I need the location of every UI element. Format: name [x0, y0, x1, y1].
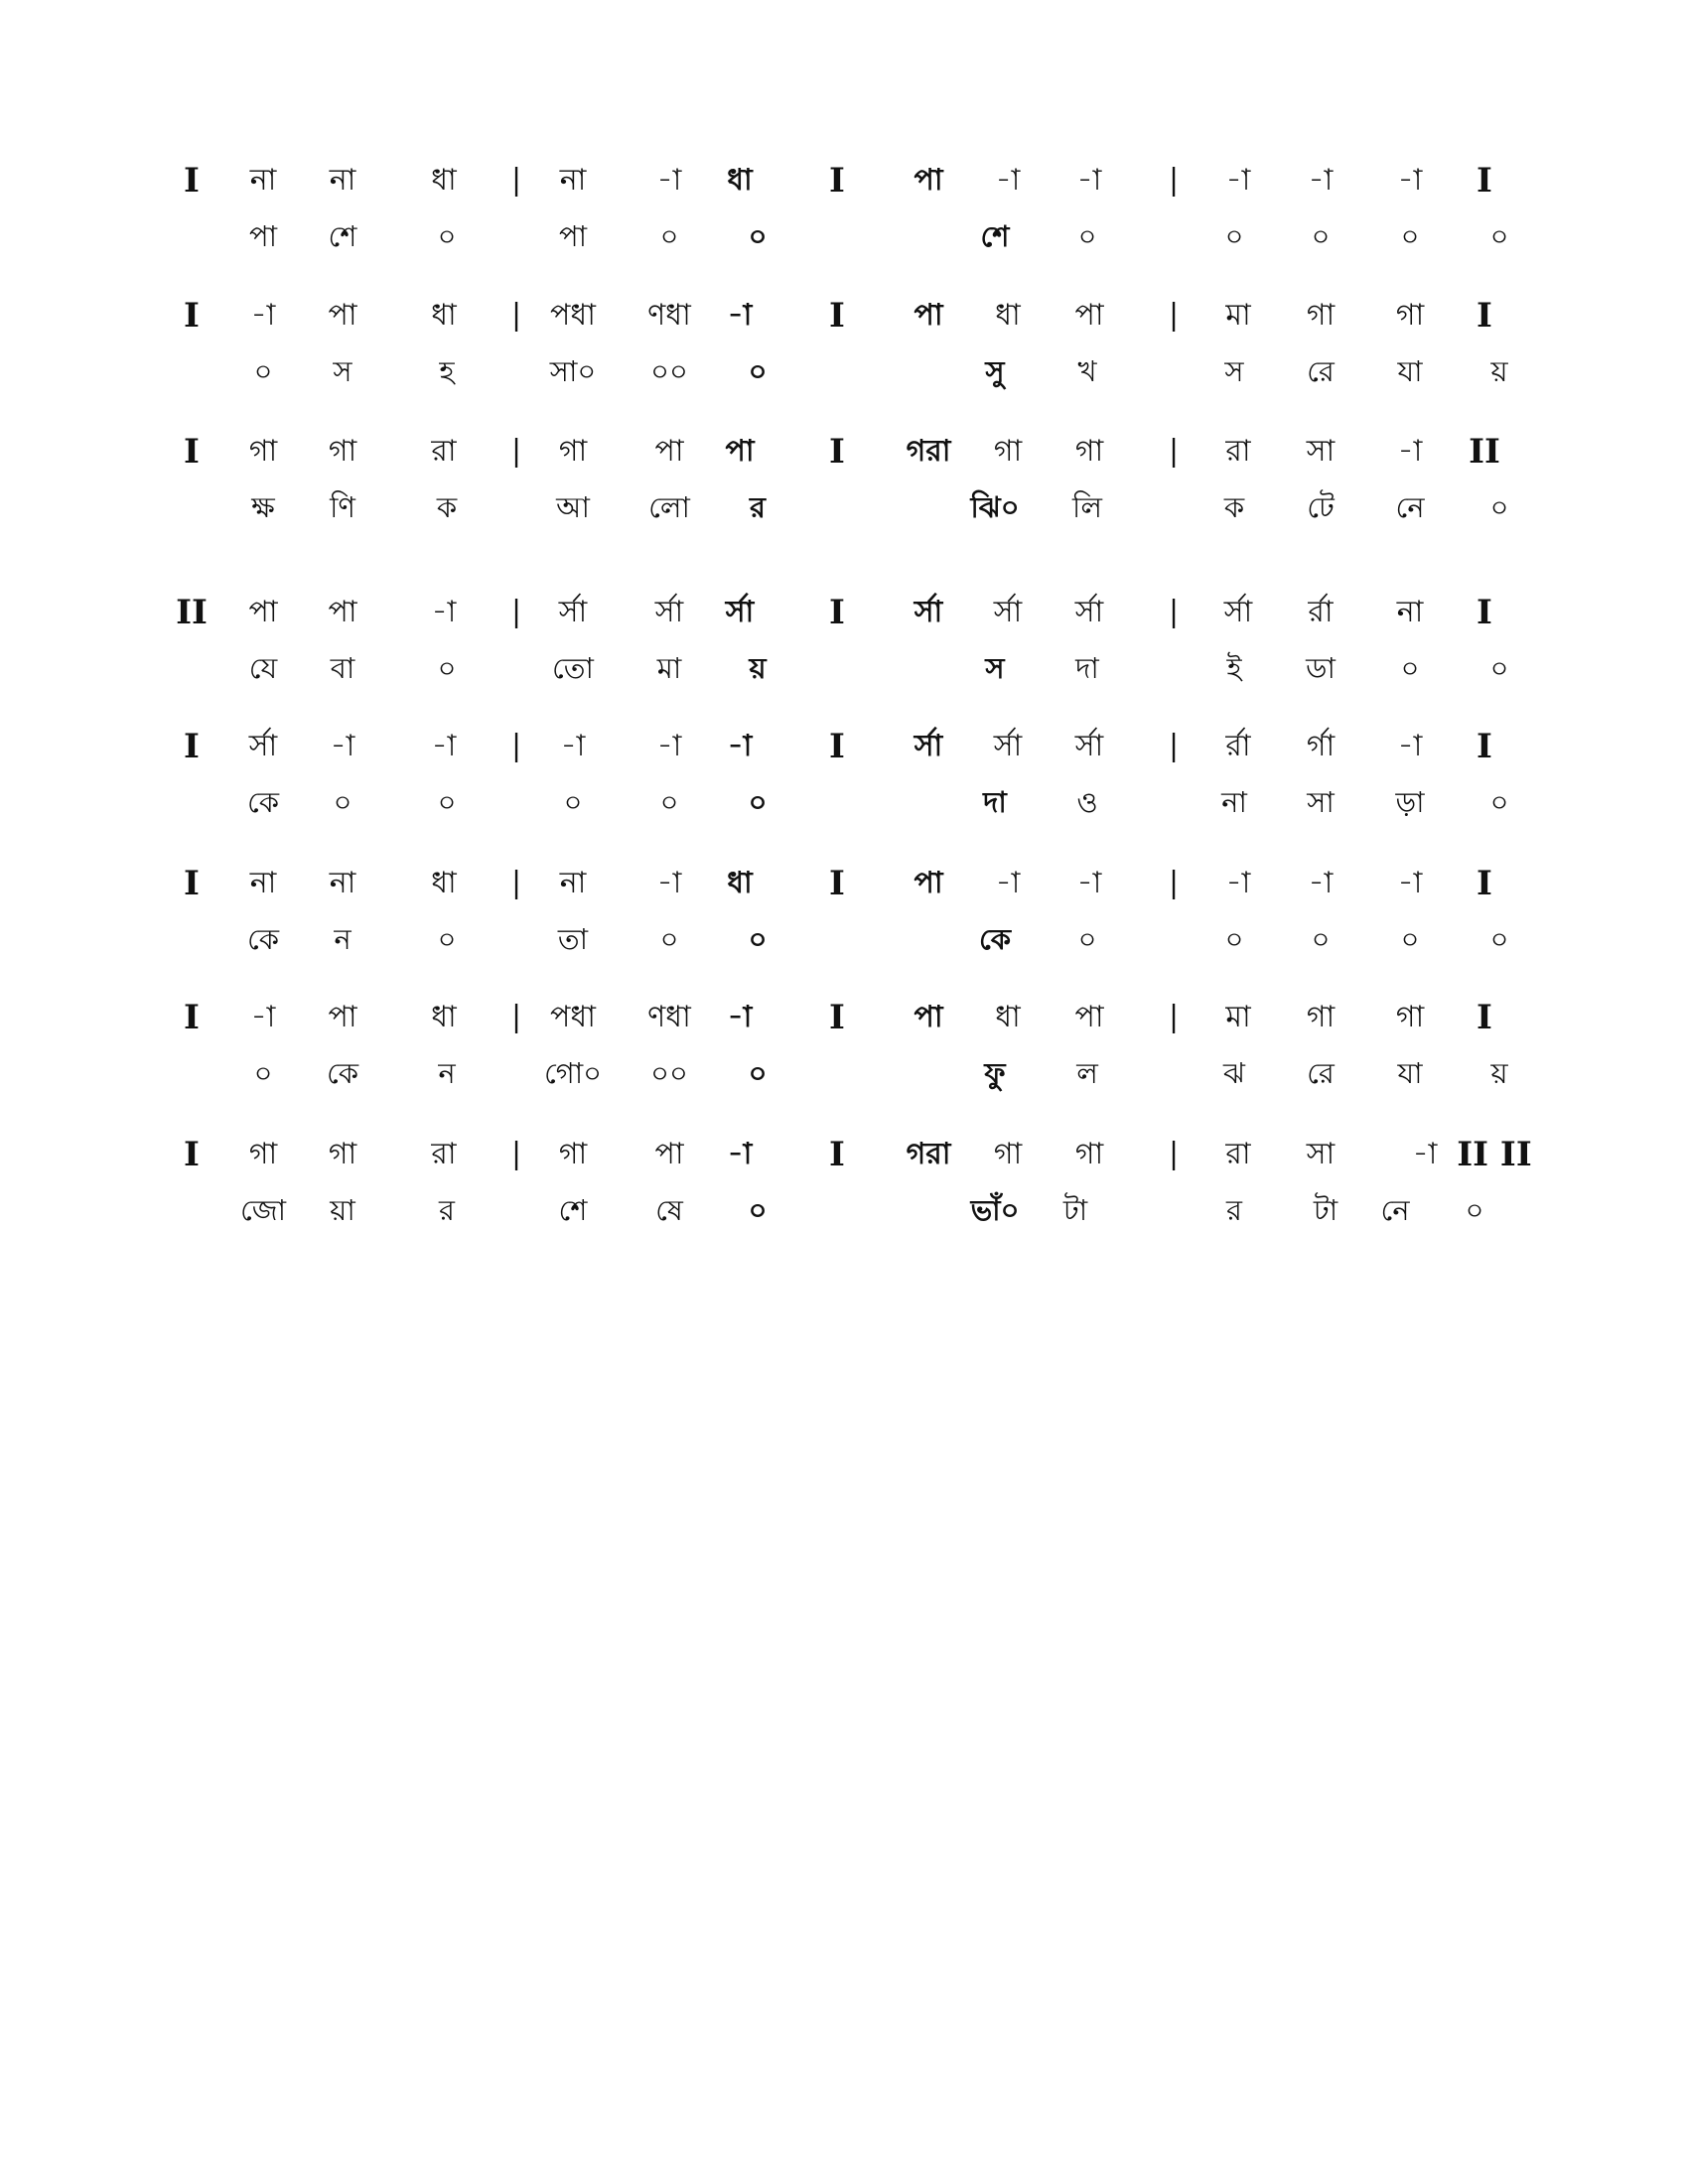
swara-note: ধা [727, 866, 753, 900]
bar-line: I [829, 593, 845, 632]
swara-note: -া [1225, 866, 1251, 900]
lyric-syllable: খ [1077, 354, 1097, 388]
swara-note: -া [727, 298, 753, 333]
lyric-syllable: ০ [1489, 219, 1509, 253]
lyric-syllable: ০ [1489, 651, 1509, 685]
lyric-syllable: সা [1307, 785, 1335, 819]
lyric-syllable: স [985, 651, 1005, 685]
lyric-syllable: যা [1397, 1056, 1423, 1090]
lyric-syllable: য় [1490, 1056, 1508, 1090]
swara-note: না [559, 163, 587, 198]
lyric-syllable: কে [326, 1056, 359, 1090]
swara-note: -া [330, 729, 355, 763]
lyric-syllable: ল [1076, 1056, 1098, 1090]
swara-note: গা [1074, 1137, 1104, 1171]
lyric-syllable: শে [558, 1193, 588, 1227]
swara-note: পা [328, 595, 357, 629]
lyric-syllable: ০ [748, 922, 768, 956]
lyric-syllable: ভাঁ০ [970, 1193, 1020, 1227]
lyric-syllable: য় [1490, 354, 1508, 388]
lyric-syllable: ও [1076, 785, 1098, 819]
lyric-syllable: ০ [1400, 922, 1420, 956]
swara-note: না [1396, 595, 1424, 629]
bar-line: | [1168, 1000, 1180, 1034]
swara-note: গা [328, 1137, 357, 1171]
bar-line: I [184, 1135, 200, 1174]
swara-note: পা [654, 1137, 684, 1171]
swara-note: সা [1306, 1137, 1336, 1171]
swara-note: -া [250, 298, 276, 333]
lyric-syllable: ণি [330, 490, 355, 524]
swara-note: -া [1225, 163, 1251, 198]
lyric-syllable: শে [328, 219, 357, 253]
swara-note: -া [656, 866, 682, 900]
lyric-syllable: ০ [1224, 922, 1244, 956]
lyric-syllable: পা [558, 219, 588, 253]
swara-note: র্সা [1074, 729, 1104, 763]
lyric-syllable: ন [334, 922, 352, 956]
lyric-syllable: যে [248, 651, 278, 685]
swara-note: -া [250, 1000, 276, 1034]
lyric-syllable: ০০ [650, 1056, 688, 1090]
lyric-syllable: ০ [1400, 219, 1420, 253]
lyric-syllable: র [1226, 1193, 1242, 1227]
swara-note: পা [248, 595, 278, 629]
lyric-syllable: ড়া [1395, 785, 1425, 819]
bar-line: I [829, 161, 845, 201]
lyric-syllable: কে [246, 785, 280, 819]
lyric-syllable: ০ [1465, 1193, 1484, 1227]
lyric-syllable: ০ [437, 785, 457, 819]
swara-note: -া [1397, 866, 1423, 900]
lyric-syllable: রে [1307, 1056, 1335, 1090]
swara-note: না [559, 866, 587, 900]
lyric-syllable: ঝি০ [970, 490, 1020, 524]
swara-note: গা [1074, 434, 1104, 469]
lyric-syllable: শে [980, 219, 1010, 253]
lyric-syllable: স [1224, 354, 1244, 388]
lyric-syllable: ০ [563, 785, 583, 819]
swara-note: না [249, 866, 277, 900]
lyric-syllable: না [1221, 785, 1247, 819]
bar-line: I [184, 864, 200, 903]
bar-line: I [829, 864, 845, 903]
swara-note: পা [654, 434, 684, 469]
lyric-syllable: জো [239, 1193, 287, 1227]
swara-note: র্সা [558, 595, 588, 629]
swara-note: পা [1074, 298, 1104, 333]
bar-line: II [176, 593, 208, 632]
lyric-syllable: র [750, 490, 766, 524]
bar-line: I [829, 727, 845, 766]
swara-note: র্সা [993, 729, 1023, 763]
swara-note: গা [1306, 298, 1336, 333]
lyric-syllable: ০ [333, 785, 352, 819]
swara-note: র্গা [1306, 729, 1336, 763]
swara-note: র্সা [654, 595, 684, 629]
swara-note: পধা [550, 1000, 596, 1034]
swara-note: -া [656, 163, 682, 198]
swara-note: পধা [550, 298, 596, 333]
swara-note: না [249, 163, 277, 198]
swara-note: গা [328, 434, 357, 469]
lyric-syllable: নে [1395, 490, 1425, 524]
swara-note: ধা [431, 163, 457, 198]
swara-note: না [329, 163, 356, 198]
swara-note: গা [1395, 298, 1425, 333]
lyric-syllable: ০ [748, 219, 768, 253]
lyric-syllable: সু [985, 354, 1005, 388]
swara-note: -া [727, 1000, 753, 1034]
lyric-syllable: ০ [1077, 922, 1097, 956]
lyric-syllable: ০ [1311, 922, 1331, 956]
swara-note: রা [431, 434, 457, 469]
lyric-syllable: তা [557, 922, 589, 956]
swara-note: র্সা [914, 729, 943, 763]
lyric-syllable: তো [552, 651, 594, 685]
lyric-syllable: হ [439, 354, 455, 388]
lyric-syllable: রে [1307, 354, 1335, 388]
swara-note: র্রা [1225, 729, 1251, 763]
lyric-syllable: ন [438, 1056, 456, 1090]
bar-line: | [1168, 1137, 1180, 1171]
bar-line: I [184, 727, 200, 766]
lyric-syllable: যা [1397, 354, 1423, 388]
swara-note: ধা [995, 298, 1021, 333]
swara-note: ধা [727, 163, 753, 198]
lyric-syllable: ক্ষ [251, 490, 275, 524]
swara-note: না [329, 866, 356, 900]
lyric-syllable: ০ [253, 354, 273, 388]
lyric-syllable: ০ [659, 922, 679, 956]
swara-note: ণধা [647, 298, 691, 333]
bar-line: | [1168, 298, 1180, 333]
bar-line: | [1168, 866, 1180, 900]
bar-line: II [1469, 432, 1500, 472]
lyric-syllable: ০০ [650, 354, 688, 388]
lyric-syllable: ০ [659, 785, 679, 819]
lyric-syllable: পা [248, 219, 278, 253]
bar-line: | [1168, 595, 1180, 629]
swara-note: সা [1306, 434, 1336, 469]
lyric-syllable: কে [978, 922, 1012, 956]
swara-note: গা [993, 434, 1023, 469]
swara-note: -া [995, 163, 1021, 198]
lyric-syllable: ডা [1306, 651, 1336, 685]
lyric-syllable: স [333, 354, 352, 388]
lyric-syllable: ক [436, 490, 458, 524]
bar-line: I [1477, 864, 1492, 903]
lyric-syllable: ০ [659, 219, 679, 253]
bar-line: I [829, 998, 845, 1037]
lyric-syllable: ই [1226, 651, 1242, 685]
swara-note: পা [328, 1000, 357, 1034]
bar-line: I [829, 1135, 845, 1174]
swara-note: -া [1308, 163, 1334, 198]
bar-line: I [829, 296, 845, 336]
swara-note: গা [993, 1137, 1023, 1171]
swara-note: গা [1306, 1000, 1336, 1034]
swara-note: -া [1397, 434, 1423, 469]
bar-line: I [1477, 161, 1492, 201]
lyric-syllable: দা [983, 785, 1007, 819]
lyric-syllable: ০ [1489, 490, 1509, 524]
lyric-syllable: নে [1380, 1193, 1410, 1227]
swara-note: র্সা [1074, 595, 1104, 629]
bar-line: I [184, 296, 200, 336]
lyric-syllable: ০ [437, 922, 457, 956]
swara-note: গরা [906, 434, 951, 469]
lyric-syllable: ফু [984, 1056, 1006, 1090]
swara-note: র্রা [1308, 595, 1334, 629]
swara-note: মা [1225, 298, 1251, 333]
lyric-syllable: ০ [437, 651, 457, 685]
lyric-syllable: আ [556, 490, 590, 524]
swara-note: পা [914, 163, 943, 198]
swara-note: গা [558, 1137, 588, 1171]
swara-note: -া [1397, 163, 1423, 198]
bar-line: I [829, 432, 845, 472]
swara-note: গা [248, 434, 278, 469]
lyric-syllable: ০ [1489, 785, 1509, 819]
bar-line: | [510, 595, 522, 629]
lyric-syllable: ০ [748, 785, 768, 819]
lyric-syllable: টে [1307, 490, 1335, 524]
lyric-syllable: ঝ [1223, 1056, 1245, 1090]
bar-line: | [510, 298, 522, 333]
bar-line: | [510, 434, 522, 469]
lyric-syllable: ০ [1400, 651, 1420, 685]
lyric-syllable: য়া [330, 1193, 355, 1227]
lyric-syllable: সা০ [549, 354, 597, 388]
bar-line: I [1477, 296, 1492, 336]
swara-note: -া [1412, 1137, 1438, 1171]
lyric-syllable: টা [1062, 1193, 1088, 1227]
lyric-syllable: ০ [1311, 219, 1331, 253]
swara-note: -া [431, 729, 457, 763]
swara-note: ধা [431, 1000, 457, 1034]
lyric-syllable: ০ [1077, 219, 1097, 253]
lyric-syllable: য় [749, 651, 767, 685]
swara-note: ধা [431, 298, 457, 333]
swara-note: র্সা [914, 595, 943, 629]
lyric-syllable: ক [1223, 490, 1245, 524]
bar-line: I [184, 432, 200, 472]
lyric-syllable: দা [1075, 651, 1099, 685]
lyric-syllable: ০ [1489, 922, 1509, 956]
bar-line: I [184, 161, 200, 201]
swara-note: গা [558, 434, 588, 469]
swara-note: -া [995, 866, 1021, 900]
bar-line: I [184, 998, 200, 1037]
lyric-syllable: লো [648, 490, 690, 524]
swara-note: -া [1308, 866, 1334, 900]
lyric-syllable: গো০ [543, 1056, 603, 1090]
lyric-syllable: ০ [748, 1193, 768, 1227]
swara-note: পা [914, 298, 943, 333]
swara-note: গরা [906, 1137, 951, 1171]
bar-line: | [1168, 163, 1180, 198]
bar-line: II II [1457, 1135, 1532, 1174]
bar-line: I [1477, 727, 1492, 766]
swara-note: ধা [995, 1000, 1021, 1034]
swara-note: -া [560, 729, 586, 763]
swara-note: -া [727, 729, 753, 763]
swara-note: -া [1076, 866, 1102, 900]
swara-note: পা [914, 1000, 943, 1034]
swara-note: -া [1076, 163, 1102, 198]
swara-note: -া [1397, 729, 1423, 763]
lyric-syllable: মা [656, 651, 682, 685]
bar-line: | [1168, 729, 1180, 763]
lyric-syllable: ০ [748, 1056, 768, 1090]
swara-note: -া [431, 595, 457, 629]
lyric-syllable: ০ [253, 1056, 273, 1090]
bar-line: I [1477, 998, 1492, 1037]
swara-note: রা [1225, 1137, 1251, 1171]
lyric-syllable: ০ [748, 354, 768, 388]
swara-note: রা [1225, 434, 1251, 469]
swara-note: পা [725, 434, 755, 469]
bar-line: | [510, 1137, 522, 1171]
swara-note: র্সা [248, 729, 278, 763]
bar-line: I [1477, 593, 1492, 632]
swara-note: পা [328, 298, 357, 333]
swara-note: মা [1225, 1000, 1251, 1034]
swara-note: ণধা [647, 1000, 691, 1034]
lyric-syllable: ০ [437, 219, 457, 253]
bar-line: | [510, 866, 522, 900]
swara-note: র্সা [725, 595, 755, 629]
lyric-syllable: ০ [1224, 219, 1244, 253]
bar-line: | [1168, 434, 1180, 469]
bar-line: | [510, 729, 522, 763]
swara-note: পা [914, 866, 943, 900]
lyric-syllable: কে [246, 922, 280, 956]
swara-note: রা [431, 1137, 457, 1171]
bar-line: | [510, 1000, 522, 1034]
swara-note: র্সা [993, 595, 1023, 629]
lyric-syllable: ষে [655, 1193, 683, 1227]
swara-note: -া [727, 1137, 753, 1171]
swara-note: র্সা [1223, 595, 1253, 629]
swara-note: পা [1074, 1000, 1104, 1034]
swara-note: গা [248, 1137, 278, 1171]
lyric-syllable: র [439, 1193, 455, 1227]
swara-note: ধা [431, 866, 457, 900]
lyric-syllable: টা [1313, 1193, 1338, 1227]
swara-note: -া [656, 729, 682, 763]
lyric-syllable: লি [1072, 490, 1102, 524]
bar-line: | [510, 163, 522, 198]
lyric-syllable: বা [330, 651, 355, 685]
swara-note: গা [1395, 1000, 1425, 1034]
